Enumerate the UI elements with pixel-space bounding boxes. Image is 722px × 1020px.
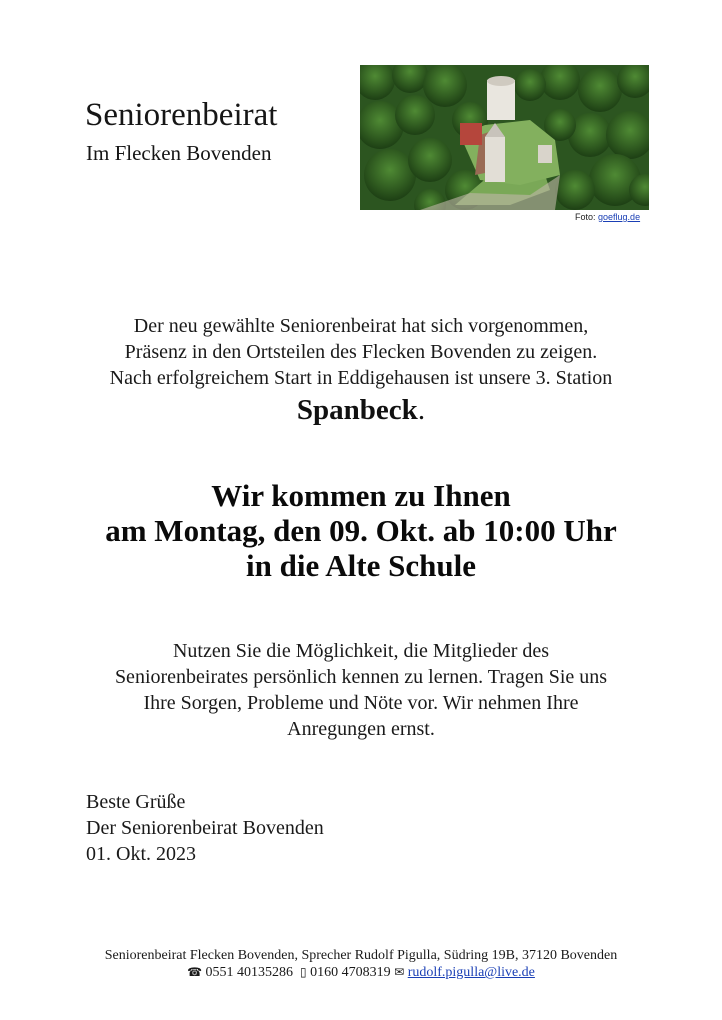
body-line: Ihre Sorgen, Probleme und Nöte vor. Wir nehmen Ihre: [143, 692, 579, 714]
mobile-icon: ▯: [300, 965, 307, 979]
footer-phone: 0551 40135286: [205, 965, 294, 980]
closing-sender: Der Seniorenbeirat Bovenden: [86, 817, 324, 839]
closing-greeting: Beste Grüße: [86, 791, 186, 813]
footer-mobile: 0160 4708319: [310, 965, 391, 980]
footer-contact: [0, 964, 722, 981]
body-line: Seniorenbeirates persönlich kennen zu lernen. Tragen Sie uns: [114, 666, 608, 688]
footer-address: Seniorenbeirat Flecken Bovenden, Sprecher Rudolf Pigulla, Südring 19B, 37120 Bovenden: [104, 948, 618, 963]
station-suffix: .: [417, 394, 426, 426]
headline-line: Wir kommen zu Ihnen: [211, 478, 511, 513]
photo-credit: [575, 212, 640, 222]
intro-line: Der neu gewählte Seniorenbeirat hat sich vorgenommen,: [133, 315, 589, 337]
org-subtitle: Im Flecken Bovenden: [86, 141, 272, 165]
org-title: Seniorenbeirat: [85, 97, 278, 133]
photo-credit-link[interactable]: goeflug.de: [598, 212, 641, 222]
body-line: Nutzen Sie die Möglichkeit, die Mitglieder des: [172, 640, 550, 662]
phone-icon: ☎: [187, 965, 203, 979]
intro-text: [0, 313, 722, 391]
invitation-text: [0, 638, 722, 742]
closing-date: 01. Okt. 2023: [86, 843, 196, 865]
event-headline: [0, 478, 722, 583]
footer-email-link[interactable]: rudolf.pigulla@live.de: [407, 965, 535, 980]
closing-signature: [86, 789, 324, 867]
intro-line: Nach erfolgreichem Start in Eddigehausen ist unsere 3. Station: [109, 367, 613, 389]
headline-line: in die Alte Schule: [246, 548, 476, 583]
castle-photo: [360, 65, 649, 210]
photo-credit-prefix: Foto:: [575, 212, 596, 222]
station-label: Spanbeck: [296, 394, 418, 426]
body-line: Anregungen ernst.: [287, 718, 435, 740]
envelope-icon: ✉: [394, 965, 405, 979]
station-name: [0, 392, 722, 428]
intro-line: Präsenz in den Ortsteilen des Flecken Bovenden zu zeigen.: [124, 341, 598, 363]
headline-line: am Montag, den 09. Okt. ab 10:00 Uhr: [105, 513, 617, 548]
